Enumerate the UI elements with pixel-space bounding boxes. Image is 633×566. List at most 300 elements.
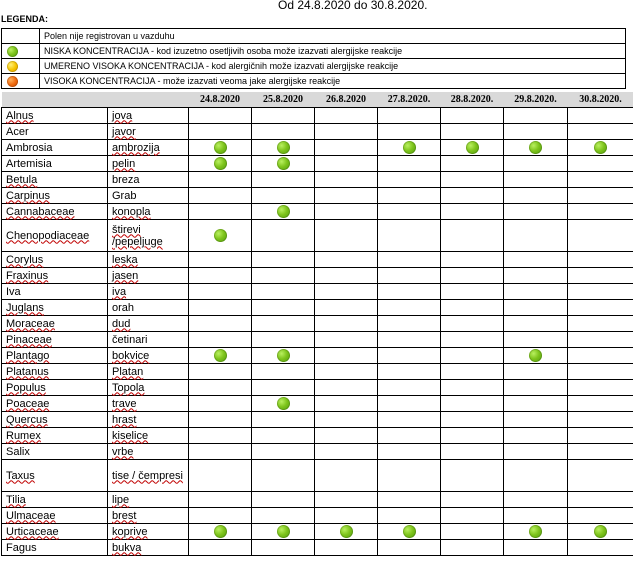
latin-name-cell <box>2 428 108 444</box>
local-name-cell <box>108 396 189 412</box>
day-cell <box>315 412 378 428</box>
legend-row-umereno <box>2 59 626 74</box>
latin-name-cell <box>2 332 108 348</box>
local-name-cell <box>108 332 189 348</box>
header-blank <box>108 92 189 108</box>
date-header: 27.8.2020. <box>378 92 441 108</box>
day-cell <box>568 140 633 156</box>
local-name-cell <box>108 220 189 252</box>
latin-name: Urticaceae <box>6 525 59 538</box>
latin-name: Fraxinus <box>6 269 49 282</box>
latin-name-cell <box>2 172 108 188</box>
day-cell <box>568 204 633 220</box>
day-cell <box>252 524 315 540</box>
day-cell <box>504 316 568 332</box>
local-name-cell <box>108 268 189 284</box>
day-cell <box>441 364 504 380</box>
latin-name: Moraceae <box>6 317 55 330</box>
day-cell <box>568 396 633 412</box>
date-header: 26.8.2020 <box>315 92 378 108</box>
table-row <box>2 140 633 156</box>
local-name: orah <box>112 301 135 314</box>
day-cell <box>189 284 252 300</box>
day-cell <box>504 124 568 140</box>
table-row <box>2 428 633 444</box>
latin-name: Acer <box>6 125 29 138</box>
day-cell <box>568 284 633 300</box>
day-cell <box>189 396 252 412</box>
latin-name: Ambrosia <box>6 141 53 154</box>
table-row <box>2 316 633 332</box>
table-row <box>2 172 633 188</box>
day-cell <box>252 412 315 428</box>
local-name: jasen <box>112 269 139 282</box>
local-name: koprive <box>112 525 148 538</box>
day-cell <box>189 332 252 348</box>
day-cell <box>315 380 378 396</box>
latin-name-cell <box>2 508 108 524</box>
table-row <box>2 220 633 252</box>
green-dot-icon <box>214 141 227 154</box>
day-cell <box>189 428 252 444</box>
day-cell <box>378 508 441 524</box>
day-cell <box>378 124 441 140</box>
local-name: dud <box>112 317 131 330</box>
day-cell <box>189 492 252 508</box>
day-cell <box>378 252 441 268</box>
day-cell <box>315 108 378 124</box>
day-cell <box>568 508 633 524</box>
local-name: hrast <box>112 413 137 426</box>
day-cell <box>568 300 633 316</box>
day-cell <box>568 412 633 428</box>
day-cell <box>504 284 568 300</box>
day-cell <box>189 172 252 188</box>
day-cell <box>568 492 633 508</box>
local-name-cell <box>108 508 189 524</box>
latin-name: Rumex <box>6 429 41 442</box>
latin-name-cell <box>2 284 108 300</box>
table-row <box>2 204 633 220</box>
day-cell <box>252 492 315 508</box>
date-range-title: Od 24.8.2020 do 30.8.2020. <box>278 0 428 12</box>
day-cell <box>378 284 441 300</box>
day-cell <box>378 428 441 444</box>
green-dot-icon <box>7 46 18 57</box>
latin-name: Salix <box>6 445 30 458</box>
local-name: konopla <box>112 205 151 218</box>
table-row <box>2 268 633 284</box>
green-dot-icon <box>594 525 607 538</box>
latin-name: Fagus <box>6 541 37 554</box>
day-cell <box>504 220 568 252</box>
day-cell <box>252 396 315 412</box>
local-name: vrbe <box>112 445 134 458</box>
day-cell <box>315 428 378 444</box>
local-name: Platan <box>112 365 144 378</box>
latin-name: Cannabaceae <box>6 205 75 218</box>
table-row <box>2 492 633 508</box>
day-cell <box>441 300 504 316</box>
day-cell <box>568 348 633 364</box>
day-cell <box>378 204 441 220</box>
local-name: brest <box>112 509 137 522</box>
day-cell <box>378 140 441 156</box>
day-cell <box>504 204 568 220</box>
date-header: 24.8.2020 <box>189 92 252 108</box>
day-cell <box>441 268 504 284</box>
day-cell <box>568 428 633 444</box>
day-cell <box>252 156 315 172</box>
latin-name: Corylus <box>6 253 44 266</box>
green-dot-icon <box>277 525 290 538</box>
local-name: bukva <box>112 541 142 554</box>
day-cell <box>378 396 441 412</box>
day-cell <box>378 380 441 396</box>
day-cell <box>378 156 441 172</box>
day-cell <box>504 524 568 540</box>
day-cell <box>378 332 441 348</box>
green-dot-icon <box>214 229 227 242</box>
latin-name-cell <box>2 316 108 332</box>
day-cell <box>441 252 504 268</box>
local-name: Topola <box>112 381 145 394</box>
table-row <box>2 188 633 204</box>
pollen-table-body <box>2 108 633 556</box>
day-cell <box>441 412 504 428</box>
day-cell <box>504 364 568 380</box>
local-name: Grab <box>112 189 137 202</box>
local-name-cell <box>108 412 189 428</box>
latin-name-cell <box>2 380 108 396</box>
green-dot-icon <box>277 349 290 362</box>
day-cell <box>315 124 378 140</box>
latin-name: Juglans <box>6 301 44 314</box>
day-cell <box>252 268 315 284</box>
local-name-cell <box>108 140 189 156</box>
date-header: 30.8.2020. <box>568 92 633 108</box>
orange-dot-icon <box>7 76 18 87</box>
day-cell <box>441 284 504 300</box>
table-row <box>2 460 633 492</box>
green-dot-icon <box>594 141 607 154</box>
day-cell <box>504 332 568 348</box>
day-cell <box>378 316 441 332</box>
local-name-cell <box>108 460 189 492</box>
local-name: pelin <box>112 157 136 170</box>
day-cell <box>189 268 252 284</box>
day-cell <box>252 380 315 396</box>
day-cell <box>315 540 378 556</box>
latin-name: Artemisia <box>6 157 52 170</box>
legend-row-visoka <box>2 74 626 89</box>
local-name: ambrozija <box>112 141 160 154</box>
day-cell <box>441 508 504 524</box>
table-row <box>2 108 633 124</box>
table-row <box>2 252 633 268</box>
yellow-dot-icon <box>7 61 18 72</box>
day-cell <box>568 524 633 540</box>
day-cell <box>504 540 568 556</box>
day-cell <box>441 172 504 188</box>
day-cell <box>441 380 504 396</box>
day-cell <box>252 508 315 524</box>
day-cell <box>378 108 441 124</box>
local-name-cell <box>108 188 189 204</box>
day-cell <box>315 140 378 156</box>
local-name: trave <box>112 397 137 410</box>
day-cell <box>568 124 633 140</box>
latin-name-cell <box>2 348 108 364</box>
latin-name-cell <box>2 204 108 220</box>
day-cell <box>189 188 252 204</box>
table-row <box>2 524 633 540</box>
day-cell <box>441 396 504 412</box>
local-name-cell <box>108 444 189 460</box>
legend-icon-cell <box>2 29 40 44</box>
latin-name: Tilia <box>6 493 26 506</box>
latin-name: Carpinus <box>6 189 51 202</box>
day-cell <box>568 444 633 460</box>
table-row <box>2 332 633 348</box>
day-cell <box>568 540 633 556</box>
legend-icon-cell <box>2 74 40 89</box>
green-dot-icon <box>277 157 290 170</box>
legend-title: LEGENDA: <box>1 14 48 24</box>
local-name-cell <box>108 252 189 268</box>
green-dot-icon <box>466 141 479 154</box>
day-cell <box>504 428 568 444</box>
local-name: tise / čempresi <box>112 469 183 482</box>
day-cell <box>568 252 633 268</box>
day-cell <box>315 300 378 316</box>
day-cell <box>315 220 378 252</box>
day-cell <box>504 412 568 428</box>
day-cell <box>441 220 504 252</box>
latin-name-cell <box>2 252 108 268</box>
table-row <box>2 508 633 524</box>
latin-name-cell <box>2 108 108 124</box>
local-name-cell <box>108 492 189 508</box>
legend-text: UMERENO VISOKA KONCENTRACIJA - kod alergičnih može izazvati alergijske reakcije <box>40 59 626 74</box>
day-cell <box>189 508 252 524</box>
day-cell <box>441 492 504 508</box>
day-cell <box>315 508 378 524</box>
date-header: 28.8.2020. <box>441 92 504 108</box>
day-cell <box>315 316 378 332</box>
local-name: štirevi /pepeljuge <box>112 223 163 248</box>
day-cell <box>441 540 504 556</box>
day-cell <box>189 124 252 140</box>
latin-name: Chenopodiaceae <box>6 229 90 242</box>
day-cell <box>315 156 378 172</box>
day-cell <box>568 332 633 348</box>
local-name: lipe <box>112 493 130 506</box>
day-cell <box>252 300 315 316</box>
latin-name-cell <box>2 124 108 140</box>
latin-name: Quercus <box>6 413 48 426</box>
table-row <box>2 284 633 300</box>
date-header-row <box>2 92 633 108</box>
date-header: 29.8.2020. <box>504 92 568 108</box>
local-name: četinari <box>112 333 148 346</box>
latin-name-cell <box>2 396 108 412</box>
latin-name-cell <box>2 540 108 556</box>
local-name-cell <box>108 300 189 316</box>
day-cell <box>504 188 568 204</box>
day-cell <box>441 204 504 220</box>
date-header: 25.8.2020 <box>252 92 315 108</box>
day-cell <box>315 252 378 268</box>
day-cell <box>568 108 633 124</box>
day-cell <box>441 156 504 172</box>
latin-name: Iva <box>6 285 21 298</box>
day-cell <box>189 300 252 316</box>
day-cell <box>378 540 441 556</box>
latin-name-cell <box>2 220 108 252</box>
day-cell <box>378 188 441 204</box>
day-cell <box>315 444 378 460</box>
day-cell <box>441 524 504 540</box>
local-name-cell <box>108 364 189 380</box>
day-cell <box>568 156 633 172</box>
legend-row-niska <box>2 44 626 59</box>
day-cell <box>441 316 504 332</box>
green-dot-icon <box>214 349 227 362</box>
latin-name-cell <box>2 524 108 540</box>
latin-name: Ulmaceae <box>6 509 56 522</box>
legend-table <box>1 28 626 89</box>
day-cell <box>189 156 252 172</box>
local-name-cell <box>108 348 189 364</box>
legend-icon-cell <box>2 59 40 74</box>
day-cell <box>252 540 315 556</box>
day-cell <box>252 220 315 252</box>
day-cell <box>568 268 633 284</box>
day-cell <box>252 188 315 204</box>
local-name-cell <box>108 124 189 140</box>
day-cell <box>441 124 504 140</box>
day-cell <box>504 380 568 396</box>
day-cell <box>189 140 252 156</box>
green-dot-icon <box>214 525 227 538</box>
day-cell <box>378 412 441 428</box>
day-cell <box>315 204 378 220</box>
day-cell <box>252 108 315 124</box>
green-dot-icon <box>529 525 542 538</box>
header-blank <box>2 92 108 108</box>
local-name-cell <box>108 108 189 124</box>
local-name: leska <box>112 253 138 266</box>
day-cell <box>441 108 504 124</box>
day-cell <box>189 108 252 124</box>
latin-name: Plantago <box>6 349 50 362</box>
latin-name-cell <box>2 156 108 172</box>
green-dot-icon <box>403 525 416 538</box>
day-cell <box>189 524 252 540</box>
day-cell <box>189 460 252 492</box>
day-cell <box>189 364 252 380</box>
day-cell <box>252 316 315 332</box>
day-cell <box>568 380 633 396</box>
day-cell <box>252 172 315 188</box>
latin-name-cell <box>2 140 108 156</box>
day-cell <box>504 396 568 412</box>
day-cell <box>252 444 315 460</box>
latin-name-cell <box>2 460 108 492</box>
legend-icon-cell <box>2 44 40 59</box>
green-dot-icon <box>214 157 227 170</box>
local-name-cell <box>108 524 189 540</box>
day-cell <box>252 124 315 140</box>
day-cell <box>315 268 378 284</box>
latin-name: Alnus <box>6 109 34 122</box>
legend-text: NISKA KONCENTRACIJA - kod izuzetno osetljivih osoba može izazvati alergijske reakcije <box>40 44 626 59</box>
day-cell <box>441 332 504 348</box>
day-cell <box>504 172 568 188</box>
local-name-cell <box>108 380 189 396</box>
table-row <box>2 444 633 460</box>
table-row <box>2 540 633 556</box>
day-cell <box>252 332 315 348</box>
day-cell <box>378 492 441 508</box>
local-name-cell <box>108 428 189 444</box>
day-cell <box>252 284 315 300</box>
green-dot-icon <box>277 205 290 218</box>
table-row <box>2 396 633 412</box>
latin-name: Taxus <box>6 469 35 482</box>
day-cell <box>189 220 252 252</box>
day-cell <box>441 348 504 364</box>
legend-text: VISOKA KONCENTRACIJA - može izazvati veoma jake alergijske reakcije <box>40 74 626 89</box>
day-cell <box>189 444 252 460</box>
day-cell <box>504 348 568 364</box>
day-cell <box>315 524 378 540</box>
latin-name: Betula <box>6 173 38 186</box>
day-cell <box>378 460 441 492</box>
latin-name: Pinaceae <box>6 333 52 346</box>
legend-text: Polen nije registrovan u vazduhu <box>40 29 626 44</box>
legend-row-none <box>2 29 626 44</box>
local-name: javor <box>112 125 136 138</box>
table-row <box>2 124 633 140</box>
green-dot-icon <box>277 141 290 154</box>
local-name: jova <box>112 109 133 122</box>
green-dot-icon <box>340 525 353 538</box>
day-cell <box>378 364 441 380</box>
day-cell <box>252 140 315 156</box>
latin-name-cell <box>2 300 108 316</box>
day-cell <box>378 300 441 316</box>
day-cell <box>504 156 568 172</box>
day-cell <box>315 348 378 364</box>
day-cell <box>252 364 315 380</box>
green-dot-icon <box>277 397 290 410</box>
day-cell <box>441 444 504 460</box>
local-name: bokvice <box>112 349 150 362</box>
day-cell <box>504 108 568 124</box>
day-cell <box>441 460 504 492</box>
latin-name: Populus <box>6 381 46 394</box>
day-cell <box>378 524 441 540</box>
day-cell <box>441 140 504 156</box>
day-cell <box>315 332 378 348</box>
day-cell <box>504 444 568 460</box>
day-cell <box>504 508 568 524</box>
local-name-cell <box>108 540 189 556</box>
day-cell <box>378 220 441 252</box>
latin-name-cell <box>2 412 108 428</box>
